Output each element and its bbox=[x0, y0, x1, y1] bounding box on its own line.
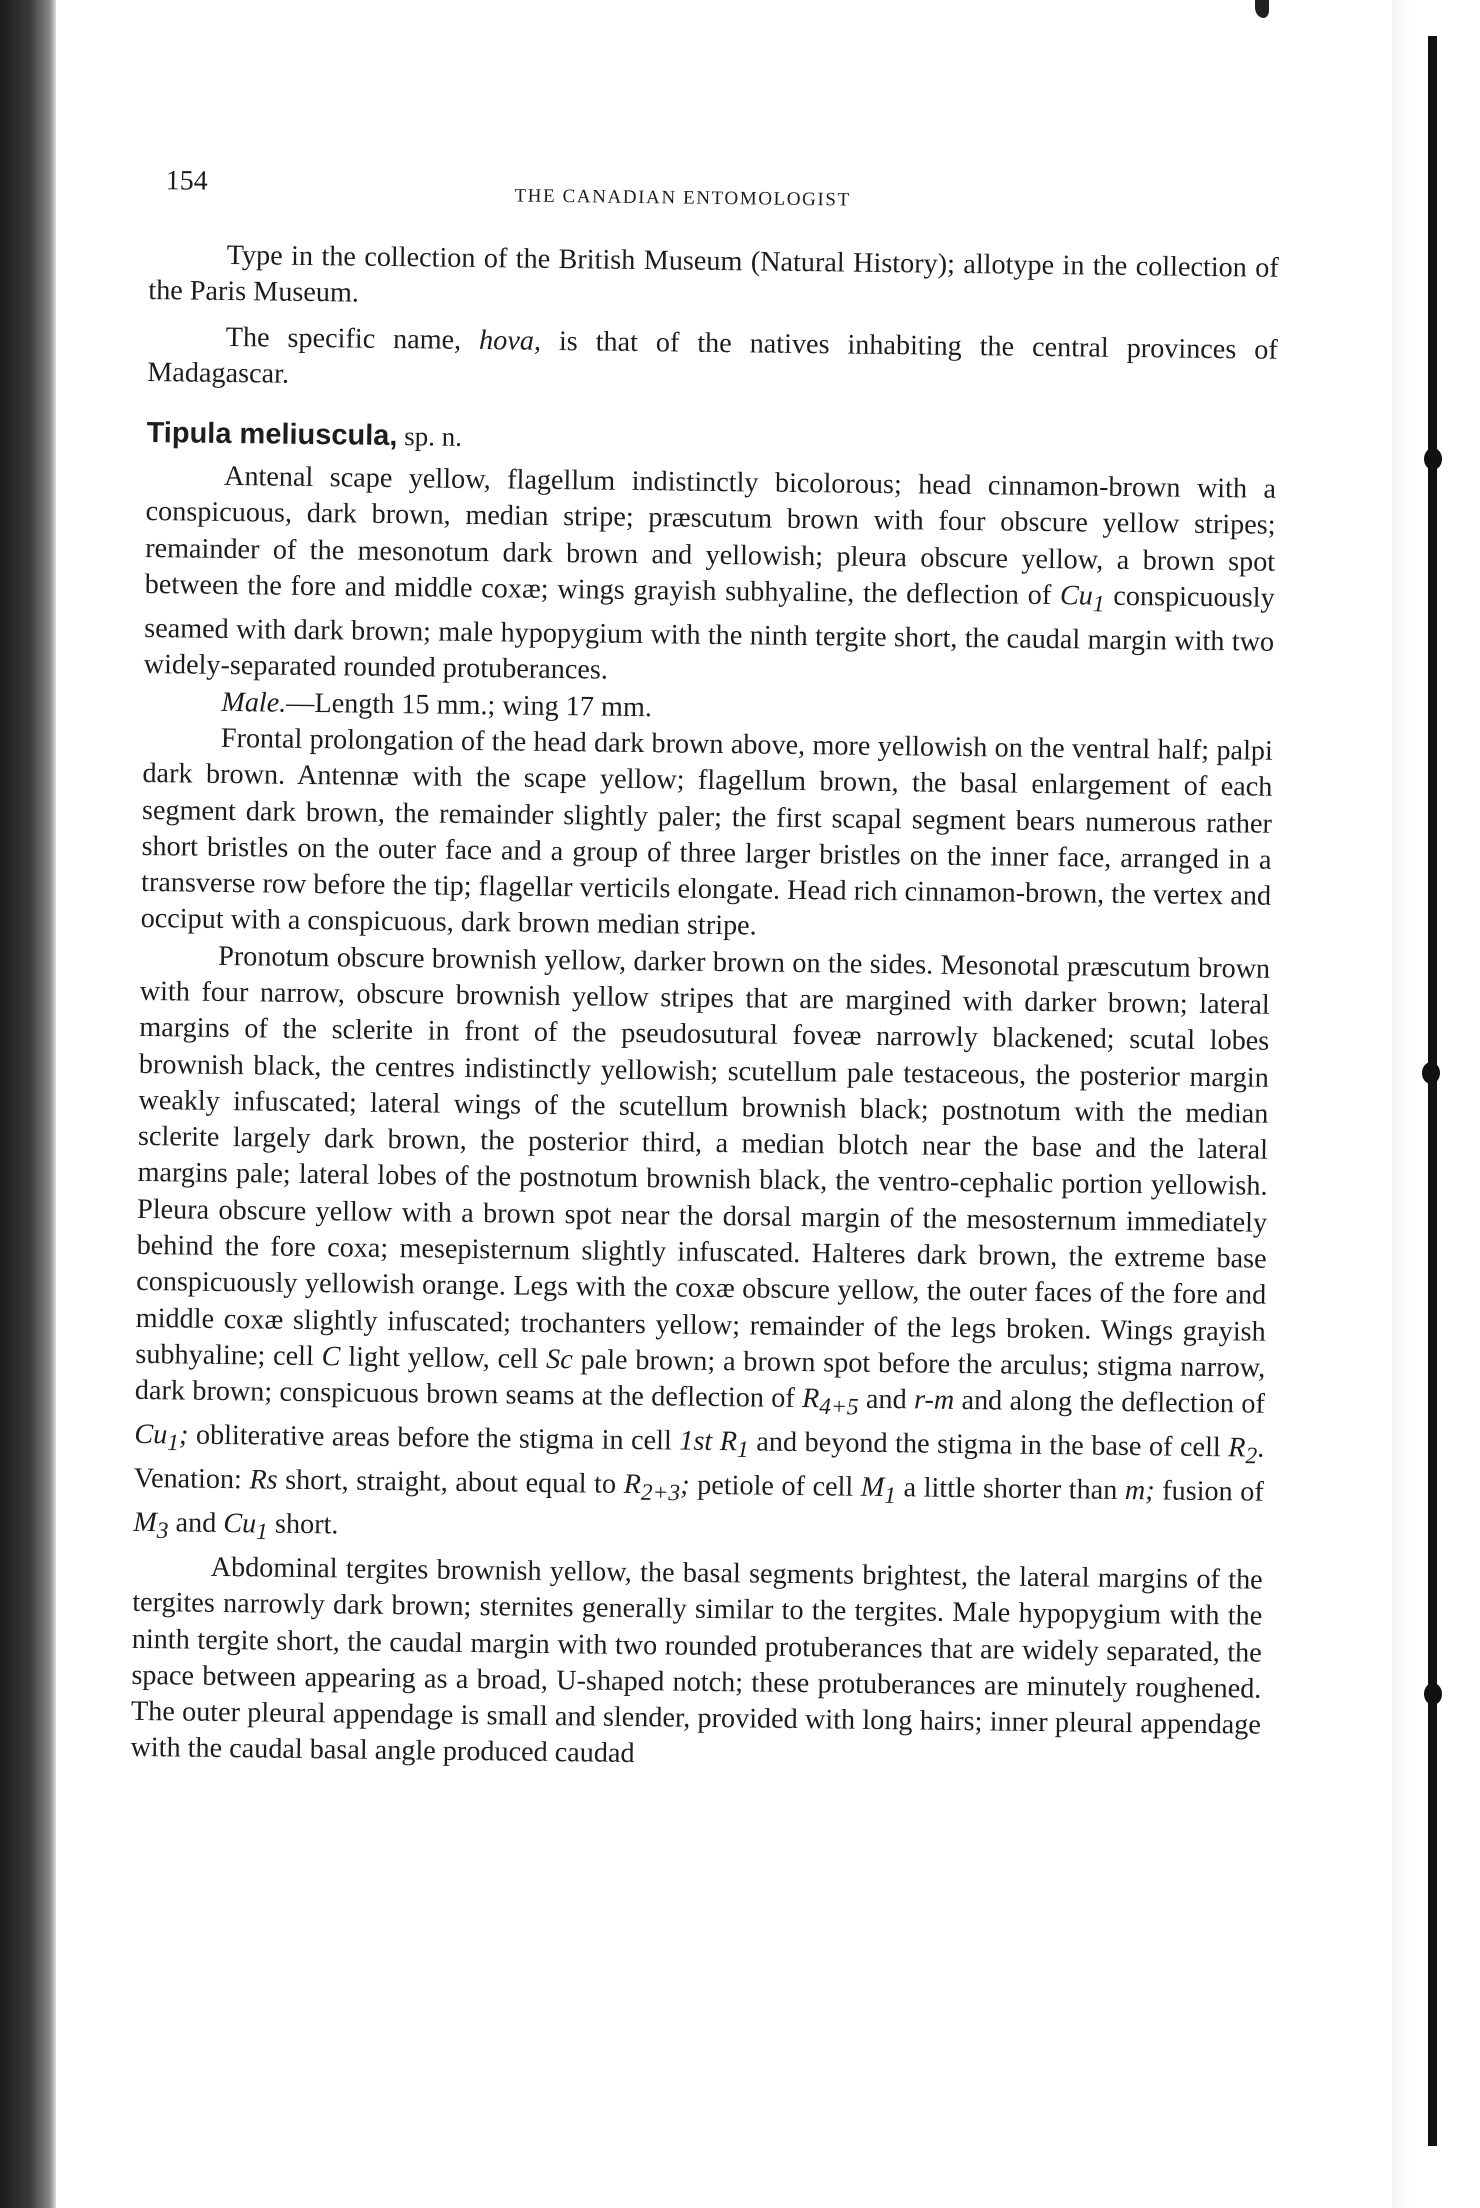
type-paragraph: Type in the collection of the British Museum (Natural History); allotype in the collection of the Paris Museum. bbox=[148, 239, 1279, 309]
running-head: THE CANADIAN ENTOMOLOGIST bbox=[514, 185, 851, 211]
diagnosis-paragraph bbox=[144, 458, 1277, 697]
thorax-text: a little shorter than bbox=[895, 1472, 1126, 1507]
page-number: 154 bbox=[165, 165, 208, 197]
male-length-text: —Length 15 mm.; wing 17 mm. bbox=[286, 687, 653, 723]
vein-m3 bbox=[133, 1506, 169, 1545]
cell-sc: Sc bbox=[545, 1343, 573, 1376]
thorax-text: short. bbox=[267, 1508, 339, 1541]
vein-r23 bbox=[623, 1469, 690, 1507]
diagnosis-text-b: conspicuously seamed with dark brown; male hypopygium with the ninth tergite short, the caudal margin with two widely-separated rounded protuberances. bbox=[143, 580, 1275, 686]
thorax-text: fusion of bbox=[1154, 1475, 1264, 1508]
thorax-text: and beyond the stigma in the base of cell bbox=[748, 1426, 1229, 1464]
vein-cu-name: Cu bbox=[134, 1419, 168, 1451]
head-paragraph: Frontal prolongation of the head dark brown above, more yellowish on the ventral half; palpi dark brown. Antennæ with the scape yellow; flagellum brown, the basal enlargement of each segment dark brown, the remainder slightly paler; the first scapal segment bears numerous rather short bristles on the outer face and a group of three larger bristles on the inner face, arranged in a transverse row before the tip; flagellar verticils elongate. Head rich cinnamon-brown, the vertex and occiput with a conspicuous, dark brown median stripe. bbox=[140, 722, 1273, 942]
cell-1st-r1 bbox=[679, 1425, 749, 1464]
thorax-text: light yellow, cell bbox=[340, 1341, 547, 1375]
vein-r45-name: R bbox=[801, 1383, 820, 1415]
page-text bbox=[130, 155, 1280, 1780]
thorax-paragraph bbox=[133, 938, 1270, 1563]
thorax-text: and bbox=[168, 1507, 224, 1540]
thorax-text: short, straight, about equal to bbox=[277, 1464, 624, 1501]
vein-r45 bbox=[801, 1383, 859, 1421]
thorax-text: . Venation: bbox=[133, 1432, 1265, 1496]
vein-cu-subscript: 1 bbox=[167, 1430, 180, 1457]
vein-cu bbox=[134, 1419, 189, 1457]
vein-m3-name: M bbox=[133, 1506, 157, 1539]
thorax-text: and bbox=[858, 1384, 915, 1416]
cell-r2-name: R bbox=[1228, 1432, 1246, 1464]
cell-r2-subscript: 2 bbox=[1245, 1443, 1258, 1470]
thorax-text: Pronotum obscure brownish yellow, darker brown on the sides. Mesonotal præscutum brown with four narrow, obscure brownish yellow stripes that are margined with darker brown; lateral margins of the sclerite in front of the pseudosutural foveæ narrowly blackened; scutal lobes brownish black, the centres indistinctly yellowish; scutellum pale testaceous, the posterior margin weakly infuscated; lateral wings of the scutellum brownish black; postnotum with the median sclerite largely dark brown, the posterior third, a median blotch near the base and the lateral margins pale; lateral lobes of the postnotum brownish black, the ventro-cephalic portion yellowish. Pleura obscure yellow with a brown spot near the dorsal margin of the mesosternum immediately behind the fore coxa; mesepisternum slightly infuscated. Halteres dark brown, the extreme base conspicuously yellowish orange. Legs with the coxæ obscure yellow, the outer faces of the fore and middle coxæ slightly infuscated; trochanters yellow; remainder of the legs broken. Wings grayish subhyaline; cell bbox=[135, 940, 1271, 1373]
scan-speck bbox=[1255, 0, 1269, 18]
scan-left-shadow bbox=[0, 0, 56, 2208]
cell-r2 bbox=[1228, 1432, 1258, 1470]
etymology-italic-name: hova, bbox=[478, 324, 542, 357]
crossvein-r-m: r-m bbox=[913, 1384, 955, 1417]
binding-knob bbox=[1424, 1683, 1442, 1705]
cell-m1-name: M bbox=[860, 1471, 885, 1504]
semicolon: ; bbox=[680, 1469, 690, 1501]
cell-1st-r-name: 1st R bbox=[679, 1425, 738, 1458]
semicolon: ; bbox=[178, 1419, 189, 1451]
species-suffix: sp. n. bbox=[397, 421, 463, 453]
etymology-text-start: The specific name, bbox=[225, 321, 480, 356]
vein-rs: Rs bbox=[249, 1464, 278, 1496]
species-name: Tipula meliuscula, bbox=[146, 417, 398, 453]
vein-r45-subscript: 4+5 bbox=[819, 1394, 859, 1421]
abdomen-paragraph: Abdominal tergites brownish yellow, the basal segments brightest, the lateral margins of the tergites narrowly dark brown; sternites generally similar to the tergites. Male hypopygium with the ninth tergite short, the caudal margin with two rounded protuberances that are widely separated, the space between appearing as a broad, U-shaped notch; these protuberances are minutely roughened. The outer pleural appendage is small and slender, provided with long hairs; inner pleural appendage with the caudal basal angle produced caudad bbox=[130, 1551, 1263, 1770]
vein-cu-subscript: 1 bbox=[1092, 591, 1105, 618]
vein-m3-subscript: 3 bbox=[156, 1517, 169, 1545]
thorax-text: obliterative areas before the stigma in cell bbox=[188, 1419, 680, 1457]
cell-m1 bbox=[860, 1471, 897, 1509]
vein-cu bbox=[223, 1508, 269, 1546]
cell-m1-subscript: 1 bbox=[884, 1482, 897, 1509]
crossvein-m: m; bbox=[1124, 1475, 1155, 1507]
etymology-paragraph bbox=[147, 319, 1278, 405]
vein-r23-subscript: 2+3 bbox=[640, 1479, 681, 1507]
thorax-text: petiole of cell bbox=[689, 1469, 861, 1503]
cell-1st-r-subscript: 1 bbox=[736, 1437, 749, 1464]
binding-knob bbox=[1422, 1062, 1440, 1084]
diagnosis-text-a: Antenal scape yellow, flagellum indistinctly bicolorous; head cinnamon-brown with a conspicuous, dark brown, median stripe; præscutum brown with four obscure yellow stripes; remainder of the mesonotum dark brown and yellowish; pleura obscure yellow, a brown spot between the fore and middle coxæ; wings grayish subhyaline, the deflection of bbox=[144, 461, 1277, 612]
cell-c: C bbox=[321, 1341, 341, 1373]
male-label: Male. bbox=[221, 686, 287, 719]
page-header bbox=[149, 155, 1280, 229]
vein-cu-subscript: 1 bbox=[255, 1519, 269, 1546]
binding-knob bbox=[1424, 448, 1442, 470]
binding-line bbox=[1428, 36, 1437, 2146]
vein-cu-name: Cu bbox=[1059, 580, 1094, 612]
thorax-text: and along the deflection of bbox=[954, 1385, 1266, 1420]
thorax-text: pale brown; a brown spot before the arculus; stigma narrow, dark brown; conspicuous brown seams at the deflection of bbox=[134, 1344, 1266, 1415]
vein-cu bbox=[1059, 580, 1105, 618]
vein-cu-name: Cu bbox=[223, 1508, 257, 1540]
etymology-text-end: is that of the natives inhabiting the central provinces of Madagascar. bbox=[147, 325, 1278, 390]
vein-r23-name: R bbox=[623, 1469, 642, 1501]
